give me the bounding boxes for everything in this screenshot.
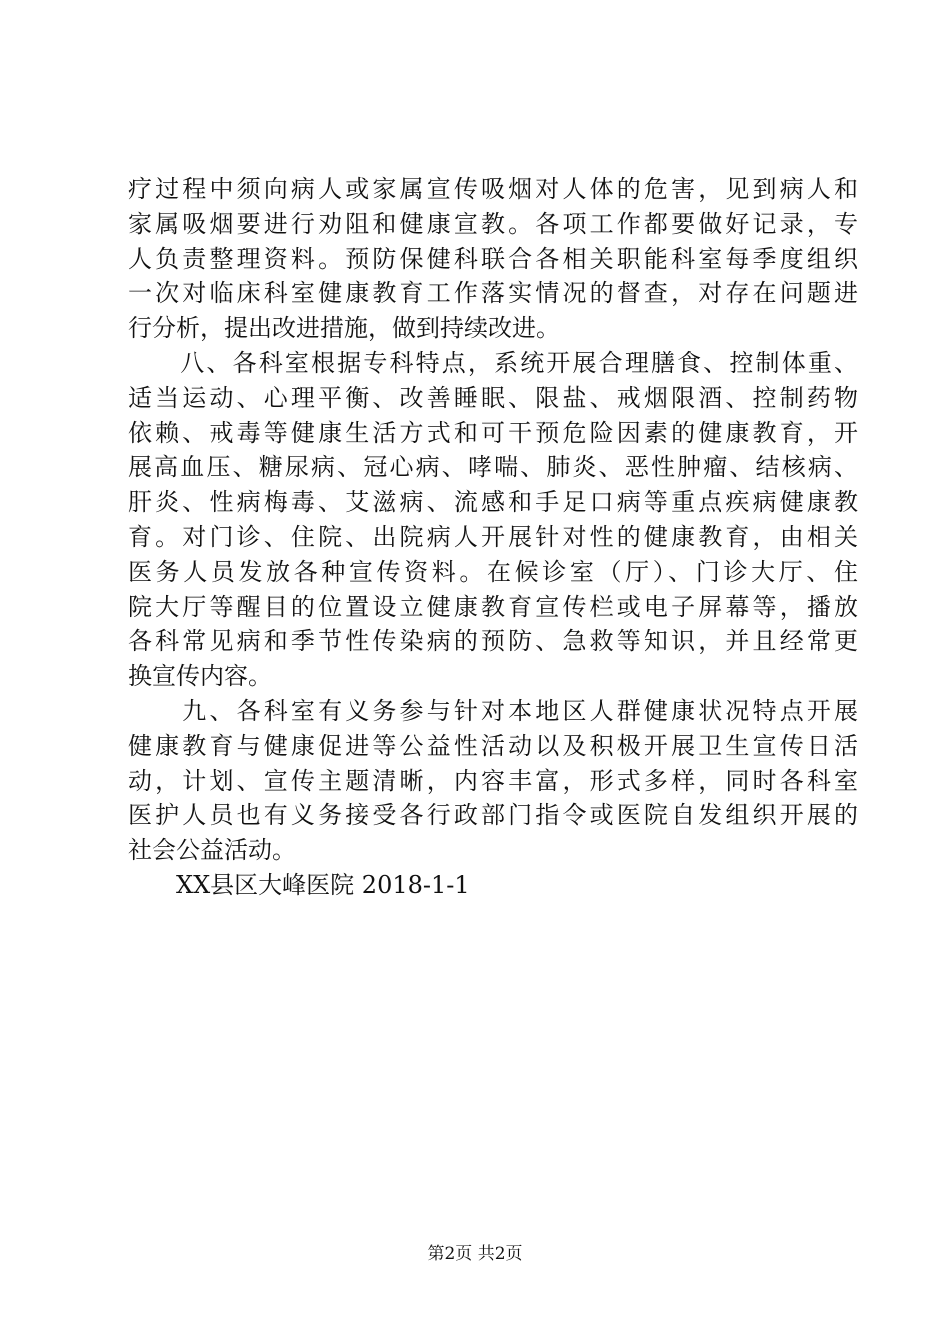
paragraph-8-line: 适当运动、心理平衡、改善睡眠、限盐、戒烟限酒、控制药物 <box>128 383 858 412</box>
paragraph-8-line: 八、各科室根据专科特点，系统开展合理膳食、控制体重、 <box>128 348 858 377</box>
paragraph-9-line: 医护人员也有义务接受各行政部门指令或医院自发组织开展的 <box>128 801 858 830</box>
body-line: 家属吸烟要进行劝阻和健康宣教。各项工作都要做好记录，专 <box>128 209 858 238</box>
paragraph-8-line: 肝炎、性病梅毒、艾滋病、流感和手足口病等重点疾病健康教 <box>128 488 858 517</box>
signature-line: XX县区大峰医院 2018-1-1 <box>128 870 470 899</box>
paragraph-8-line: 育。对门诊、住院、出院病人开展针对性的健康教育，由相关 <box>128 522 858 551</box>
body-line: 一次对临床科室健康教育工作落实情况的督查，对存在问题进 <box>128 279 858 308</box>
body-line: 疗过程中须向病人或家属宣传吸烟对人体的危害，见到病人和 <box>128 175 858 203</box>
paragraph-8-line: 依赖、戒毒等健康生活方式和可干预危险因素的健康教育，开 <box>128 418 858 447</box>
paragraph-9-line: 九、各科室有义务参与针对本地区人群健康状况特点开展 <box>128 696 858 725</box>
body-line: 行分析，提出改进措施，做到持续改进。 <box>128 314 560 343</box>
paragraph-8-line: 各科常见病和季节性传染病的预防、急救等知识，并且经常更 <box>128 627 858 656</box>
paragraph-9-line: 健康教育与健康促进等公益性活动以及积极开展卫生宣传日活 <box>128 731 858 760</box>
paragraph-9-line: 动，计划、宣传主题清晰，内容丰富，形式多样，同时各科室 <box>128 766 858 795</box>
body-line: 人负责整理资料。预防保健科联合各相关职能科室每季度组织 <box>128 244 858 273</box>
paragraph-9-line: 社会公益活动。 <box>128 836 296 865</box>
page-footer: 第2页 共2页 <box>427 1244 523 1264</box>
document-body <box>128 172 858 903</box>
paragraph-8-line: 院大厅等醒目的位置设立健康教育宣传栏或电子屏幕等，播放 <box>128 592 858 621</box>
paragraph-8-line: 换宣传内容。 <box>128 662 272 691</box>
paragraph-8-line: 医务人员发放各种宣传资料。在候诊室（厅）、门诊大厅、住 <box>128 557 858 586</box>
paragraph-8-line: 展高血压、糖尿病、冠心病、哮喘、肺炎、恶性肿瘤、结核病、 <box>128 453 858 482</box>
